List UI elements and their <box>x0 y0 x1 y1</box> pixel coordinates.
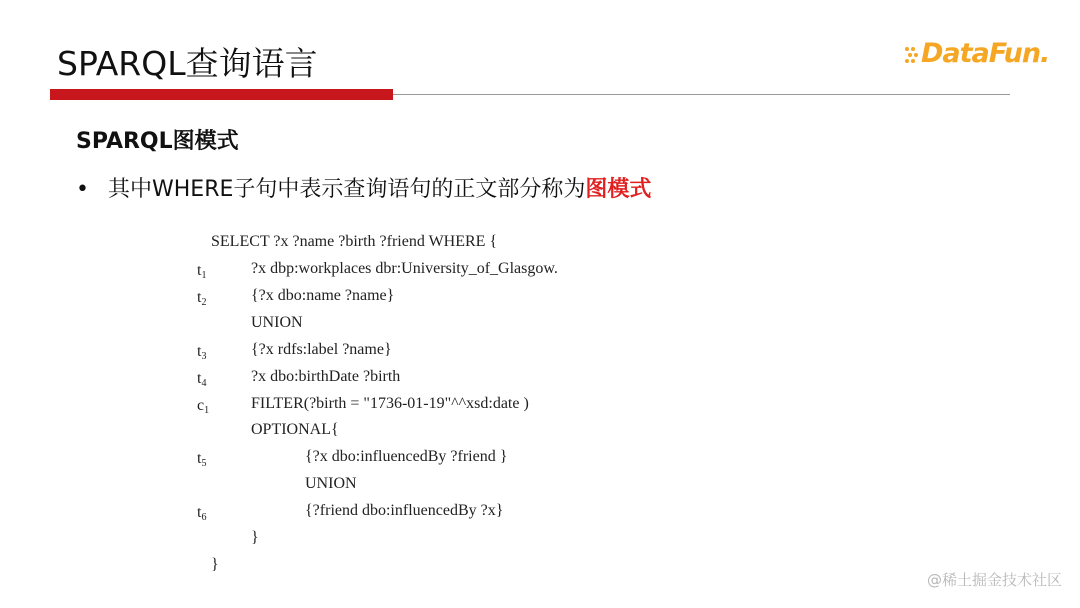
query-line: {?x rdfs:label ?name} <box>251 341 392 358</box>
query-line: {?friend dbo:influencedBy ?x} <box>305 502 504 519</box>
query-line-label-letter: t <box>197 289 202 306</box>
query-line-label-index: 4 <box>201 378 207 389</box>
query-line: OPTIONAL{ <box>251 421 339 438</box>
query-line-label-letter: t <box>197 504 202 521</box>
query-line: FILTER(?birth = "1736-01-19"^^xsd:date ) <box>251 395 529 412</box>
query-line-label <box>197 449 206 474</box>
query-line-label-index: 5 <box>201 458 207 469</box>
query-line: SELECT ?x ?name ?birth ?friend WHERE { <box>211 233 498 250</box>
query-line-label-letter: t <box>197 370 202 387</box>
query-line: UNION <box>305 475 357 492</box>
query-line-label <box>197 503 206 528</box>
query-line-label <box>197 369 206 394</box>
logo-text: DataFun. <box>921 38 1050 69</box>
query-line-label <box>197 342 206 367</box>
query-line-label-letter: t <box>197 343 202 360</box>
query-line: } <box>211 556 219 573</box>
query-line-label-index: 3 <box>201 351 207 362</box>
bullet-highlight: 图模式 <box>585 177 652 202</box>
page-title: SPARQL查询语言 <box>57 44 318 83</box>
query-line: {?x dbo:name ?name} <box>251 287 395 304</box>
watermark: @稀土掘金技术社区 <box>926 571 1062 589</box>
query-line-label-index: 1 <box>201 270 207 281</box>
query-line-label-letter: c <box>197 397 205 414</box>
query-line-label <box>197 288 206 313</box>
query-line-label-index: 1 <box>204 405 210 416</box>
query-line: UNION <box>251 314 303 331</box>
query-line: {?x dbo:influencedBy ?friend } <box>305 448 508 465</box>
query-line-label <box>197 261 206 286</box>
query-line-label-index: 6 <box>201 512 207 523</box>
bullet-text: 其中WHERE子句中表示查询语句的正文部分称为 <box>108 177 586 202</box>
query-line: ?x dbo:birthDate ?birth <box>251 368 401 385</box>
query-line: } <box>251 529 259 546</box>
section-subtitle: SPARQL图模式 <box>76 129 239 154</box>
query-line: ?x dbp:workplaces dbr:University_of_Glasgow. <box>251 260 558 277</box>
query-line-label-letter: t <box>197 450 202 467</box>
bullet-dot-icon: • <box>76 177 89 202</box>
query-line-label-letter: t <box>197 262 202 279</box>
query-line-label <box>197 396 209 421</box>
query-line-label-index: 2 <box>201 297 207 308</box>
